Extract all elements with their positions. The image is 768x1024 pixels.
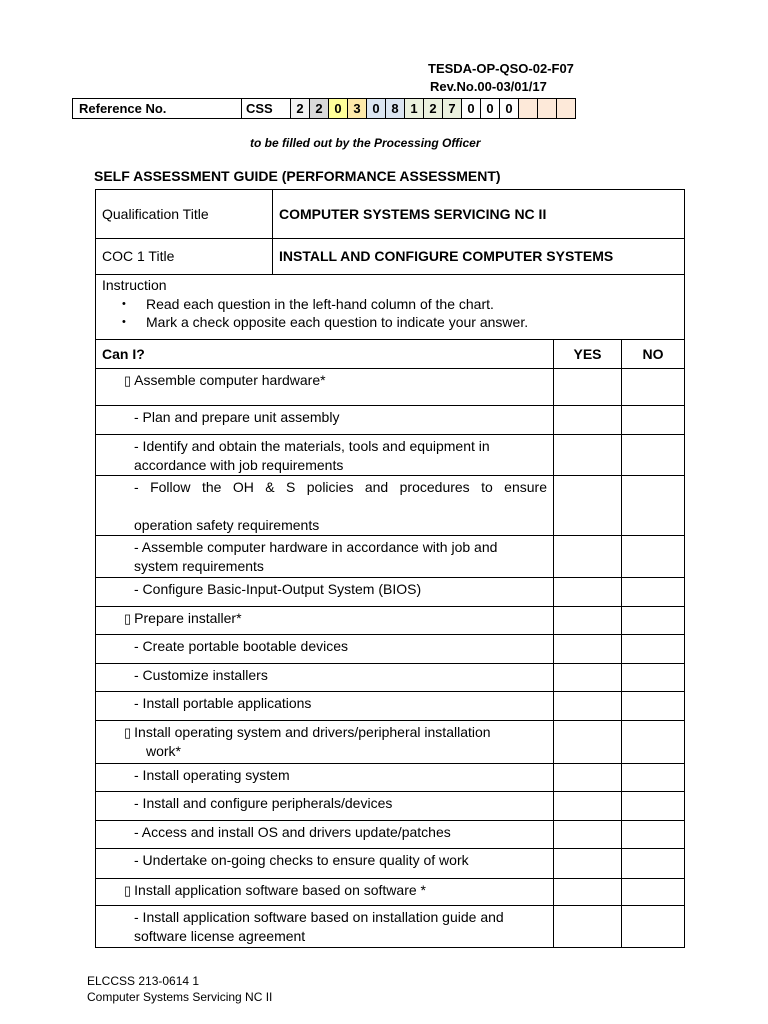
item-line: - Create portable bootable devices	[134, 638, 349, 654]
item-line: work*	[146, 743, 182, 759]
reference-sector-code: CSS	[242, 99, 291, 119]
bullet-icon: •	[122, 316, 126, 328]
competency-row	[96, 879, 685, 906]
checkbox-glyph-icon: ▯	[124, 725, 132, 740]
reference-digit-cell: 8	[386, 99, 405, 119]
criterion-row	[96, 764, 685, 792]
no-answer-cell[interactable]	[622, 435, 685, 476]
no-answer-cell[interactable]	[622, 635, 685, 664]
criterion-text	[96, 635, 554, 664]
criterion-text	[96, 406, 554, 435]
reference-number-table	[72, 98, 576, 119]
reference-digit-cell: 1	[405, 99, 424, 119]
criterion-text	[96, 792, 554, 821]
instruction-label: Instruction	[102, 277, 167, 293]
competency-row	[96, 369, 685, 406]
reference-digit-cell: 2	[291, 99, 310, 119]
yes-answer-cell[interactable]	[554, 664, 622, 692]
instruction-row	[96, 275, 685, 340]
reference-label: Reference No.	[73, 99, 242, 119]
no-answer-cell[interactable]	[622, 369, 685, 406]
reference-digit-cell: 0	[500, 99, 519, 119]
item-line: Prepare installer*	[134, 610, 242, 626]
processing-officer-note: to be filled out by the Processing Officer	[250, 136, 481, 150]
no-answer-cell[interactable]	[622, 578, 685, 607]
item-line: accordance with job requirements	[134, 457, 344, 473]
checkbox-glyph-icon: ▯	[124, 611, 132, 626]
instruction-cell	[96, 275, 685, 340]
reference-digit-cell: 3	[348, 99, 367, 119]
instruction-list	[102, 295, 678, 331]
yes-answer-cell[interactable]	[554, 607, 622, 635]
criterion-row	[96, 578, 685, 607]
criterion-text	[96, 578, 554, 607]
yes-answer-cell[interactable]	[554, 764, 622, 792]
no-answer-cell[interactable]	[622, 821, 685, 849]
footer-title: Computer Systems Servicing NC II	[87, 990, 273, 1004]
reference-digit-cell: 0	[329, 99, 348, 119]
item-line: system requirements	[134, 558, 264, 574]
no-answer-cell[interactable]	[622, 536, 685, 578]
item-line: - Follow the OH & S policies and procedures to ensure	[134, 479, 547, 495]
item-line: - Install application software based on installation guide and	[134, 909, 504, 925]
competency-text	[96, 369, 554, 406]
guide-title: SELF ASSESSMENT GUIDE (PERFORMANCE ASSESSMENT)	[94, 168, 501, 184]
reference-digit-cell: 7	[443, 99, 462, 119]
item-line: - Plan and prepare unit assembly	[134, 409, 340, 425]
reference-digit-cell: 0	[481, 99, 500, 119]
yes-answer-cell[interactable]	[554, 476, 622, 536]
yes-answer-cell[interactable]	[554, 692, 622, 721]
criterion-text	[96, 476, 554, 536]
instruction-text: Read each question in the left-hand column of the chart.	[146, 296, 494, 312]
criterion-text	[96, 821, 554, 849]
competency-text	[96, 607, 554, 635]
criterion-row	[96, 435, 685, 476]
can-i-header: Can I?	[96, 340, 554, 369]
item-line: software license agreement	[134, 928, 306, 944]
yes-answer-cell[interactable]	[554, 906, 622, 948]
no-answer-cell[interactable]	[622, 849, 685, 879]
item-line: - Access and install OS and drivers update/patches	[134, 824, 451, 840]
criterion-row	[96, 664, 685, 692]
item-line: operation safety requirements	[134, 517, 320, 533]
no-answer-cell[interactable]	[622, 792, 685, 821]
item-line: - Identify and obtain the materials, tools and equipment in	[134, 438, 490, 454]
qualification-title-value: COMPUTER SYSTEMS SERVICING NC II	[273, 190, 685, 239]
no-column-header: NO	[622, 340, 685, 369]
reference-digit-cell	[538, 99, 557, 119]
bullet-icon: •	[122, 298, 126, 310]
criterion-row	[96, 635, 685, 664]
criterion-row	[96, 849, 685, 879]
no-answer-cell[interactable]	[622, 406, 685, 435]
competency-row	[96, 607, 685, 635]
no-answer-cell[interactable]	[622, 764, 685, 792]
no-answer-cell[interactable]	[622, 476, 685, 536]
yes-answer-cell[interactable]	[554, 369, 622, 406]
criterion-row	[96, 536, 685, 578]
criterion-text	[96, 536, 554, 578]
criterion-text	[96, 435, 554, 476]
item-line: Install application software based on software *	[134, 882, 426, 898]
criterion-text	[96, 692, 554, 721]
coc-title-label: COC 1 Title	[96, 239, 273, 275]
no-answer-cell[interactable]	[622, 692, 685, 721]
instruction-item	[122, 295, 678, 313]
instruction-item	[122, 313, 678, 331]
no-answer-cell[interactable]	[622, 879, 685, 906]
no-answer-cell[interactable]	[622, 664, 685, 692]
yes-answer-cell[interactable]	[554, 536, 622, 578]
criterion-row	[96, 792, 685, 821]
item-line: - Assemble computer hardware in accordance with job and	[134, 539, 498, 555]
item-line: - Configure Basic-Input-Output System (BIOS)	[134, 581, 422, 597]
criterion-text	[96, 664, 554, 692]
yes-answer-cell[interactable]	[554, 849, 622, 879]
item-line: - Install portable applications	[134, 695, 312, 711]
checkbox-glyph-icon: ▯	[124, 373, 132, 388]
revision-number: Rev.No.00-03/01/17	[430, 79, 547, 94]
reference-digit-cell: 2	[310, 99, 329, 119]
qualification-title-label: Qualification Title	[96, 190, 273, 239]
instruction-text: Mark a check opposite each question to indicate your answer.	[146, 314, 529, 330]
criterion-row	[96, 821, 685, 849]
criterion-row	[96, 692, 685, 721]
criterion-text	[96, 764, 554, 792]
document-code: TESDA-OP-QSO-02-F07	[428, 61, 574, 76]
reference-row	[73, 99, 576, 119]
criterion-row	[96, 406, 685, 435]
reference-digit-cell	[519, 99, 538, 119]
column-header-row	[96, 340, 685, 369]
no-answer-cell[interactable]	[622, 721, 685, 764]
yes-answer-cell[interactable]	[554, 821, 622, 849]
competency-row	[96, 721, 685, 764]
coc-title-value: INSTALL AND CONFIGURE COMPUTER SYSTEMS	[273, 239, 685, 275]
item-line: - Install and configure peripherals/devices	[134, 795, 393, 811]
competency-text	[96, 879, 554, 906]
criterion-text	[96, 906, 554, 948]
yes-column-header: YES	[554, 340, 622, 369]
yes-answer-cell[interactable]	[554, 792, 622, 821]
reference-digit-cell: 0	[462, 99, 481, 119]
self-assessment-table	[95, 189, 685, 948]
item-line: - Undertake on-going checks to ensure quality of work	[134, 852, 469, 868]
criterion-row	[96, 906, 685, 948]
yes-answer-cell[interactable]	[554, 879, 622, 906]
yes-answer-cell[interactable]	[554, 635, 622, 664]
no-answer-cell[interactable]	[622, 607, 685, 635]
checkbox-glyph-icon: ▯	[124, 883, 132, 898]
item-line: Install operating system and drivers/peripheral installation	[134, 724, 491, 740]
item-line: - Install operating system	[134, 767, 290, 783]
reference-digit-cell: 0	[367, 99, 386, 119]
yes-answer-cell[interactable]	[554, 578, 622, 607]
item-line: Assemble computer hardware*	[134, 372, 326, 388]
qualification-row	[96, 190, 685, 239]
no-answer-cell[interactable]	[622, 906, 685, 948]
reference-digit-cell	[557, 99, 576, 119]
criterion-text	[96, 849, 554, 879]
yes-answer-cell[interactable]	[554, 406, 622, 435]
footer-code: ELCCSS 213-0614 1	[87, 974, 200, 988]
item-line: - Customize installers	[134, 667, 268, 683]
coc-row	[96, 239, 685, 275]
reference-digit-cell: 2	[424, 99, 443, 119]
yes-answer-cell[interactable]	[554, 435, 622, 476]
competency-text	[96, 721, 554, 764]
criterion-row	[96, 476, 685, 536]
yes-answer-cell[interactable]	[554, 721, 622, 764]
